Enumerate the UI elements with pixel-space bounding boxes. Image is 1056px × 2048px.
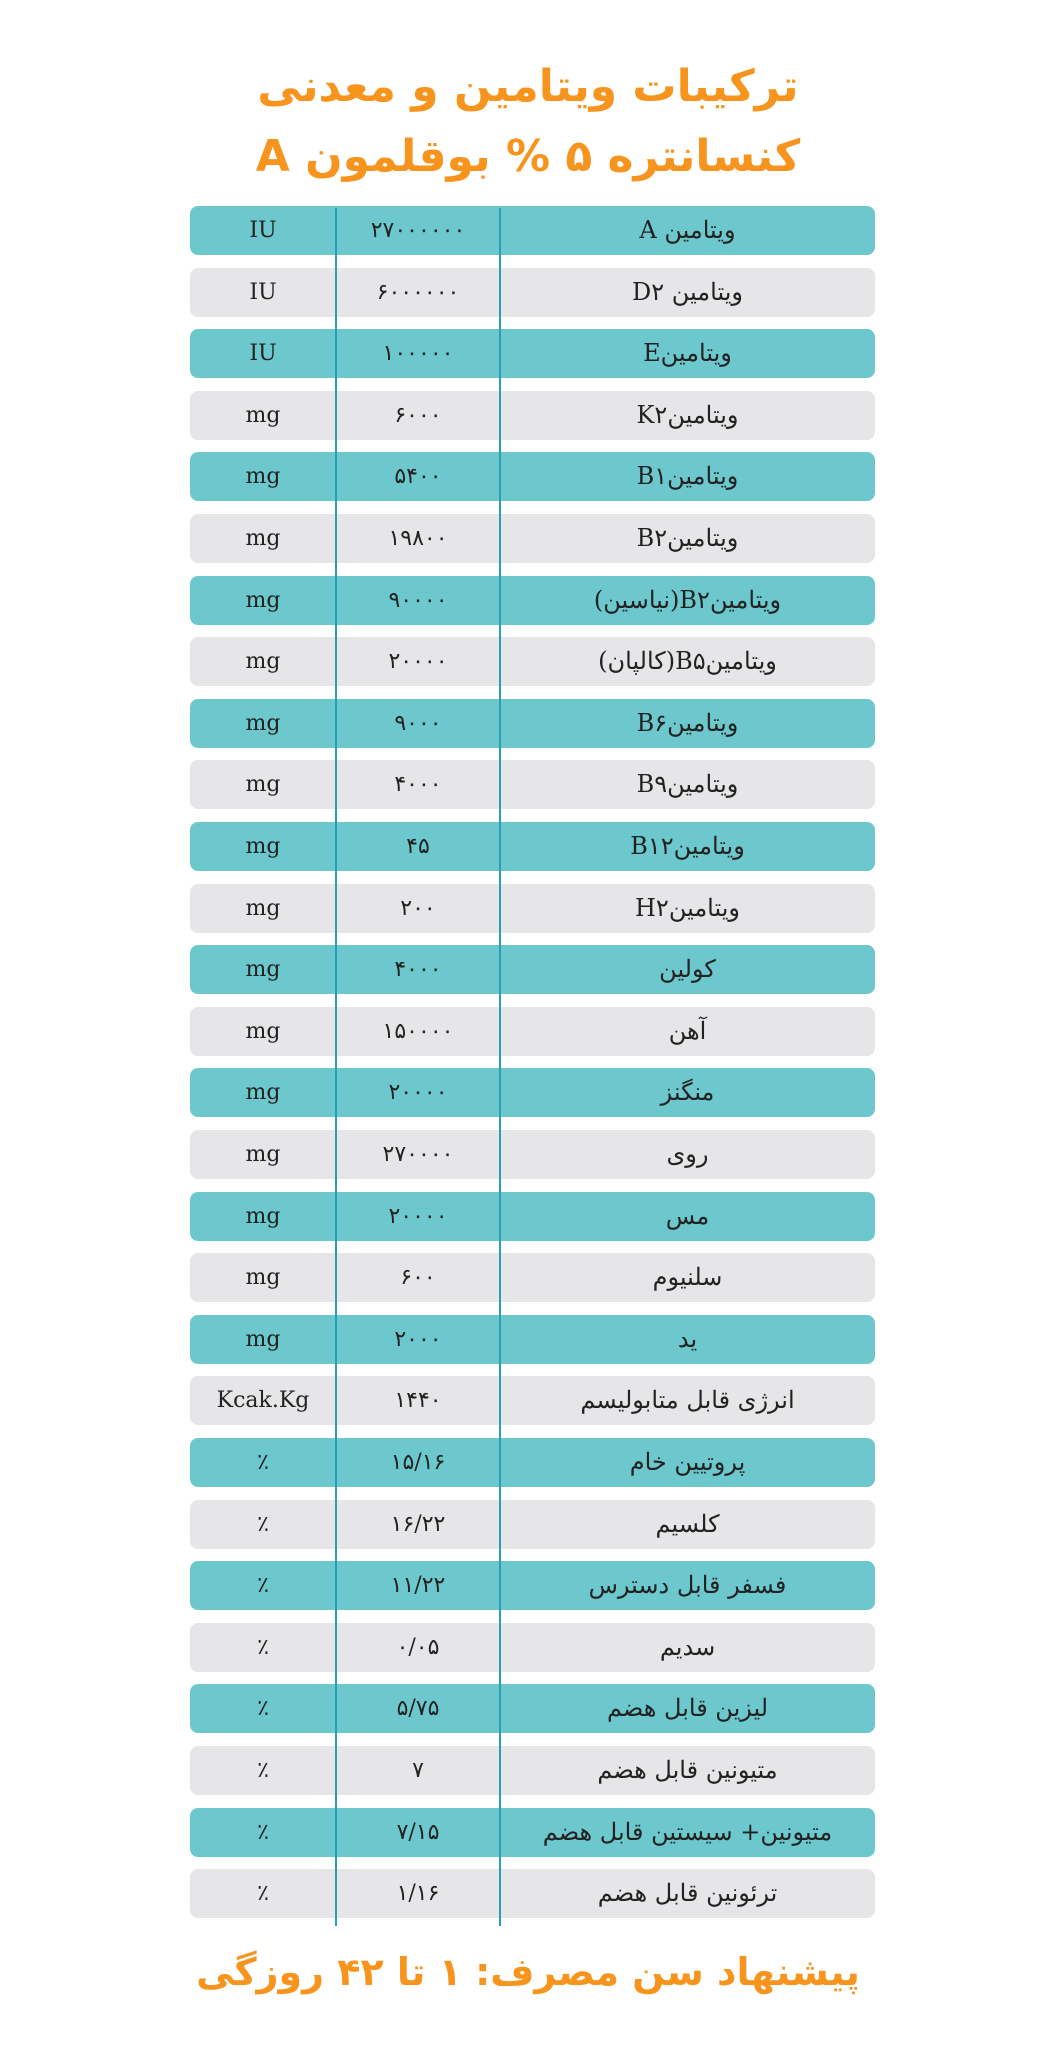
table-row <box>190 514 875 563</box>
row-value: ۲۷۰۰۰۰۰۰ <box>370 218 466 243</box>
column-divider-unit <box>335 208 337 1926</box>
row-unit: IU <box>249 218 277 243</box>
table-row <box>190 452 875 501</box>
row-unit: mg <box>245 588 281 613</box>
table-row <box>190 637 875 686</box>
row-value: ۲۰۰۰۰ <box>388 1080 448 1105</box>
row-value: ۷/۱۵ <box>396 1820 440 1845</box>
row-unit: mg <box>245 526 281 551</box>
row-value: ۹۰۰۰ <box>394 711 442 736</box>
row-name: ویتامینB۲(نیاسین) <box>593 586 782 614</box>
row-unit: mg <box>245 649 281 674</box>
row-unit: IU <box>249 341 277 366</box>
row-value: ۱۵۰۰۰۰ <box>382 1019 454 1044</box>
table-row <box>190 1315 875 1364</box>
row-unit: mg <box>245 711 281 736</box>
row-unit: IU <box>249 280 277 305</box>
table-row <box>190 760 875 809</box>
row-name: فسفر قابل دسترس <box>588 1571 787 1599</box>
row-value: ۲۷۰۰۰۰ <box>382 1142 454 1167</box>
row-value: ۱۱/۲۲ <box>390 1573 446 1598</box>
row-unit: mg <box>245 1204 281 1229</box>
row-unit: ٪ <box>257 1758 269 1783</box>
row-value: ۶۰۰ <box>400 1265 436 1290</box>
row-name: لیزین قابل هضم <box>606 1694 769 1722</box>
row-unit: mg <box>245 464 281 489</box>
row-name: ویتامینB۵(کالپان) <box>598 647 777 675</box>
row-unit: ٪ <box>257 1881 269 1906</box>
row-value: ۵/۷۵ <box>396 1696 440 1721</box>
row-name: سدیم <box>659 1633 716 1661</box>
table-row <box>190 1684 875 1733</box>
row-name: ویتامینH۲ <box>634 894 741 922</box>
table-row <box>190 268 875 317</box>
row-name: متیونین قابل هضم <box>597 1756 778 1784</box>
row-unit: ٪ <box>257 1635 269 1660</box>
table-row <box>190 576 875 625</box>
page-title: ترکیبات ویتامین و معدنی <box>257 61 799 112</box>
row-name: ویتامینB۱۲ <box>630 832 745 860</box>
column-divider-value <box>499 208 501 1926</box>
row-name: ویتامینB۲ <box>636 524 739 552</box>
usage-recommendation: پیشنهاد سن مصرف: ۱ تا ۴۲ روزگی <box>196 1950 860 1994</box>
row-name: ویتامین D۲ <box>632 278 743 306</box>
table-row <box>190 206 875 255</box>
row-name: آهن <box>668 1017 707 1045</box>
row-value: ۰/۰۵ <box>396 1635 440 1660</box>
row-name: پروتیین خام <box>629 1448 746 1476</box>
table-row <box>190 945 875 994</box>
table-row <box>190 699 875 748</box>
table-row <box>190 884 875 933</box>
table-row <box>190 1007 875 1056</box>
row-value: ۱۴۴۰ <box>394 1388 442 1413</box>
row-name: ویتامینE <box>643 339 732 367</box>
row-name: ویتامینB۹ <box>636 770 739 798</box>
table-row <box>190 1561 875 1610</box>
row-name: انرژی قابل متابولیسم <box>580 1386 795 1414</box>
row-value: ۶۰۰۰۰۰۰ <box>376 280 460 305</box>
row-value: ۲۰۰۰۰ <box>388 1204 448 1229</box>
row-value: ۵۴۰۰ <box>394 464 442 489</box>
row-value: ۲۰۰ <box>400 896 436 921</box>
table-row <box>190 1068 875 1117</box>
row-name: مس <box>665 1202 710 1230</box>
row-value: ۴۰۰۰ <box>394 772 442 797</box>
table-row <box>190 1500 875 1549</box>
row-name: منگنز <box>660 1078 715 1106</box>
table-row <box>190 1192 875 1241</box>
table-row <box>190 1130 875 1179</box>
row-name: ویتامینB۱ <box>636 462 739 490</box>
row-unit: mg <box>245 1019 281 1044</box>
row-name: ویتامینB۶ <box>636 709 739 737</box>
row-value: ۱۹۸۰۰ <box>388 526 448 551</box>
row-unit: mg <box>245 1080 281 1105</box>
row-name: ترئونین قابل هضم <box>597 1879 778 1907</box>
row-name: ویتامین A <box>639 216 736 244</box>
page-subtitle: کنسانتره ۵ % بوقلمون A <box>255 131 801 182</box>
row-unit: ٪ <box>257 1512 269 1537</box>
table-row <box>190 1869 875 1918</box>
row-unit: ٪ <box>257 1573 269 1598</box>
row-unit: ٪ <box>257 1696 269 1721</box>
row-unit: mg <box>245 834 281 859</box>
row-value: ۴۰۰۰ <box>394 957 442 982</box>
row-name: ید <box>677 1325 698 1353</box>
row-value: ۲۰۰۰۰ <box>388 649 448 674</box>
table-row <box>190 1253 875 1302</box>
row-unit: mg <box>245 772 281 797</box>
table-row <box>190 1746 875 1795</box>
row-value: ۲۰۰۰ <box>394 1327 442 1352</box>
row-unit: ٪ <box>257 1450 269 1475</box>
row-unit: mg <box>245 957 281 982</box>
row-unit: mg <box>245 1265 281 1290</box>
table-row <box>190 1808 875 1857</box>
table-row <box>190 1376 875 1425</box>
row-unit: ٪ <box>257 1820 269 1845</box>
row-name: کلسیم <box>655 1510 720 1538</box>
row-value: ۹۰۰۰۰ <box>388 588 448 613</box>
row-value: ۱۵/۱۶ <box>390 1450 446 1475</box>
row-name: سلنیوم <box>652 1263 723 1291</box>
row-unit: mg <box>245 1142 281 1167</box>
row-unit: mg <box>245 403 281 428</box>
row-name: کولین <box>659 955 716 983</box>
table-row <box>190 1438 875 1487</box>
row-value: ۷ <box>412 1758 424 1783</box>
row-unit: Kcak.Kg <box>216 1388 310 1413</box>
row-unit: mg <box>245 1327 281 1352</box>
row-name: روی <box>666 1140 709 1168</box>
row-value: ۱/۱۶ <box>396 1881 440 1906</box>
table-row <box>190 1623 875 1672</box>
row-value: ۶۰۰۰ <box>394 403 442 428</box>
row-name: متیونین+ سیستین قابل هضم <box>542 1818 833 1846</box>
row-value: ۱۶/۲۲ <box>390 1512 446 1537</box>
row-unit: mg <box>245 896 281 921</box>
table-row <box>190 391 875 440</box>
row-value: ۴۵ <box>406 834 430 859</box>
table-row <box>190 329 875 378</box>
row-name: ویتامینK۲ <box>636 401 739 429</box>
row-value: ۱۰۰۰۰۰ <box>382 341 454 366</box>
table-row <box>190 822 875 871</box>
